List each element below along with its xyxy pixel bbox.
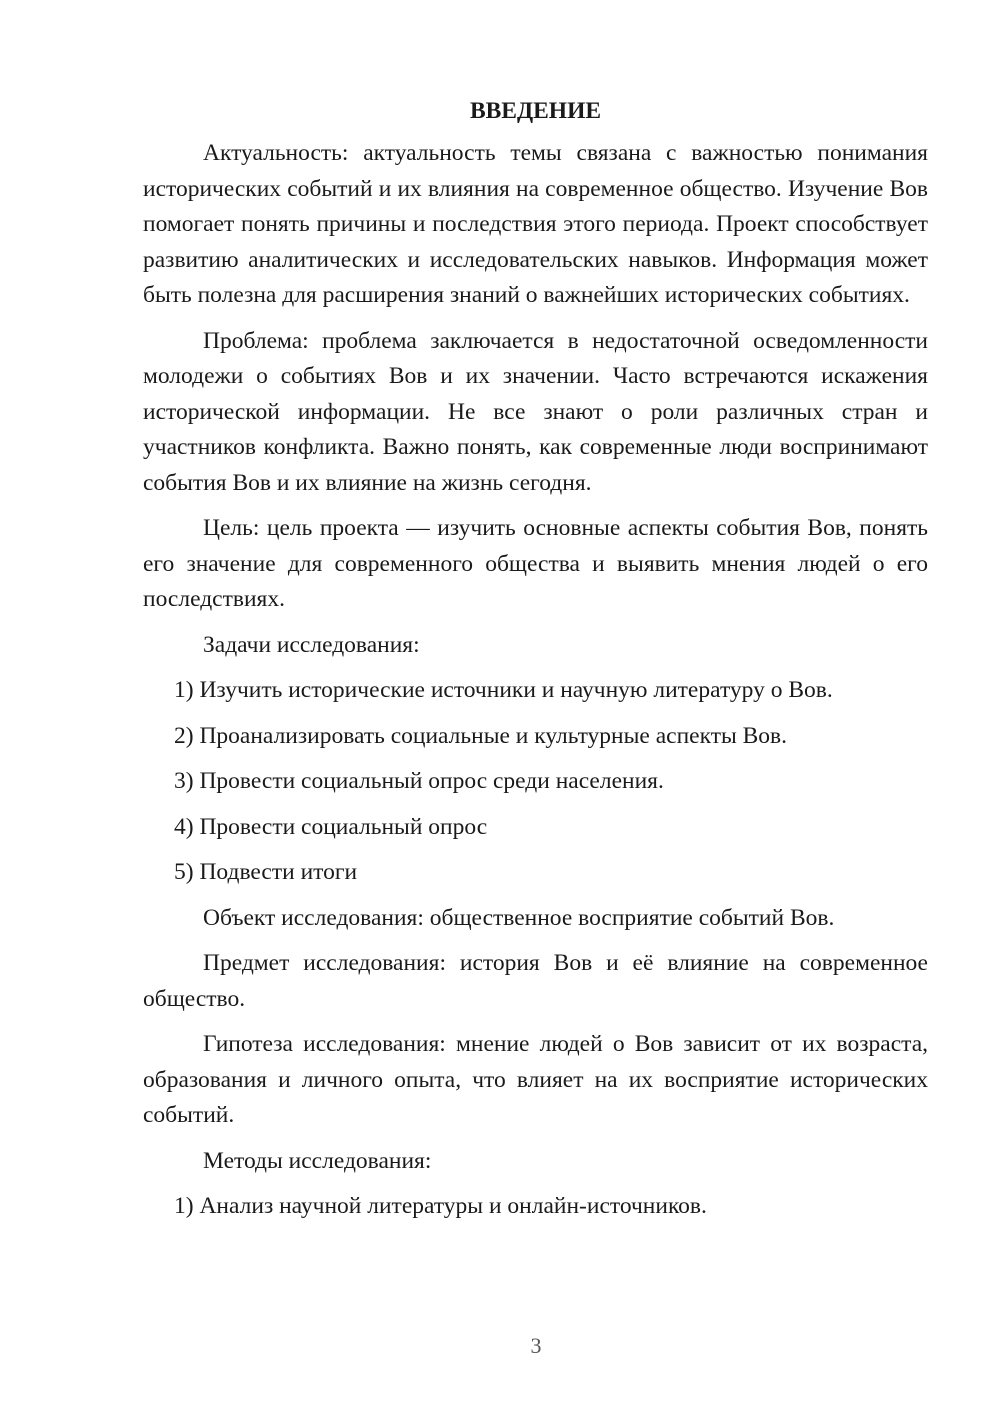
list-item: 1) Изучить исторические источники и научную литературу о Вов. (174, 677, 833, 703)
subject-paragraph: Предмет исследования: история Вов и её влияние на современное общество. (143, 950, 928, 1012)
section-title: ВВЕДЕНИЕ (469, 98, 602, 124)
page-content (143, 96, 928, 1235)
list-item: 2) Проанализировать социальные и культурные аспекты Вов. (174, 722, 788, 749)
methods-heading: Методы исследования: (203, 1147, 432, 1174)
list-item: 1) Анализ научной литературы и онлайн-источников. (174, 1193, 707, 1219)
object-paragraph: Объект исследования: общественное восприятие событий Вов. (203, 904, 835, 931)
methods-list (143, 1189, 928, 1225)
list-item: 3) Провести социальный опрос среди населения. (174, 768, 664, 794)
list-item: 4) Провести социальный опрос (174, 813, 488, 840)
tasks-heading: Задачи исследования: (203, 631, 420, 658)
goal-paragraph: Цель: цель проекта — изучить основные аспекты события Вов, понять его значение для современного общества и выявить мнения людей о его последствиях. (143, 515, 928, 612)
hypothesis-paragraph: Гипотеза исследования: мнение людей о Вов зависит от их возраста, образования и личного опыта, что влияет на их восприятие исторических событий. (143, 1031, 928, 1128)
problem-paragraph: Проблема: проблема заключается в недостаточной осведомленности молодежи о событиях Вов и их значении. Часто встречаются искажения исторической информации. Не все знают о роли различных стран и участников конфликта. Важно понять, как современные люди воспринимают события Вов и их влияние на жизнь сегодня. (143, 327, 928, 496)
tasks-list (143, 673, 928, 891)
relevance-paragraph: Актуальность: актуальность темы связана с важностью понимания исторических событий и их влияния на современное общество. Изучение Вов помогает понять причины и последствия этого периода. Проект способствует развитию аналитических и исследовательских навыков. Информация может быть полезна для расширения знаний о важнейших исторических событиях. (143, 140, 928, 308)
list-item: 5) Подвести итоги (174, 859, 358, 885)
page-number: 3 (530, 1333, 542, 1358)
